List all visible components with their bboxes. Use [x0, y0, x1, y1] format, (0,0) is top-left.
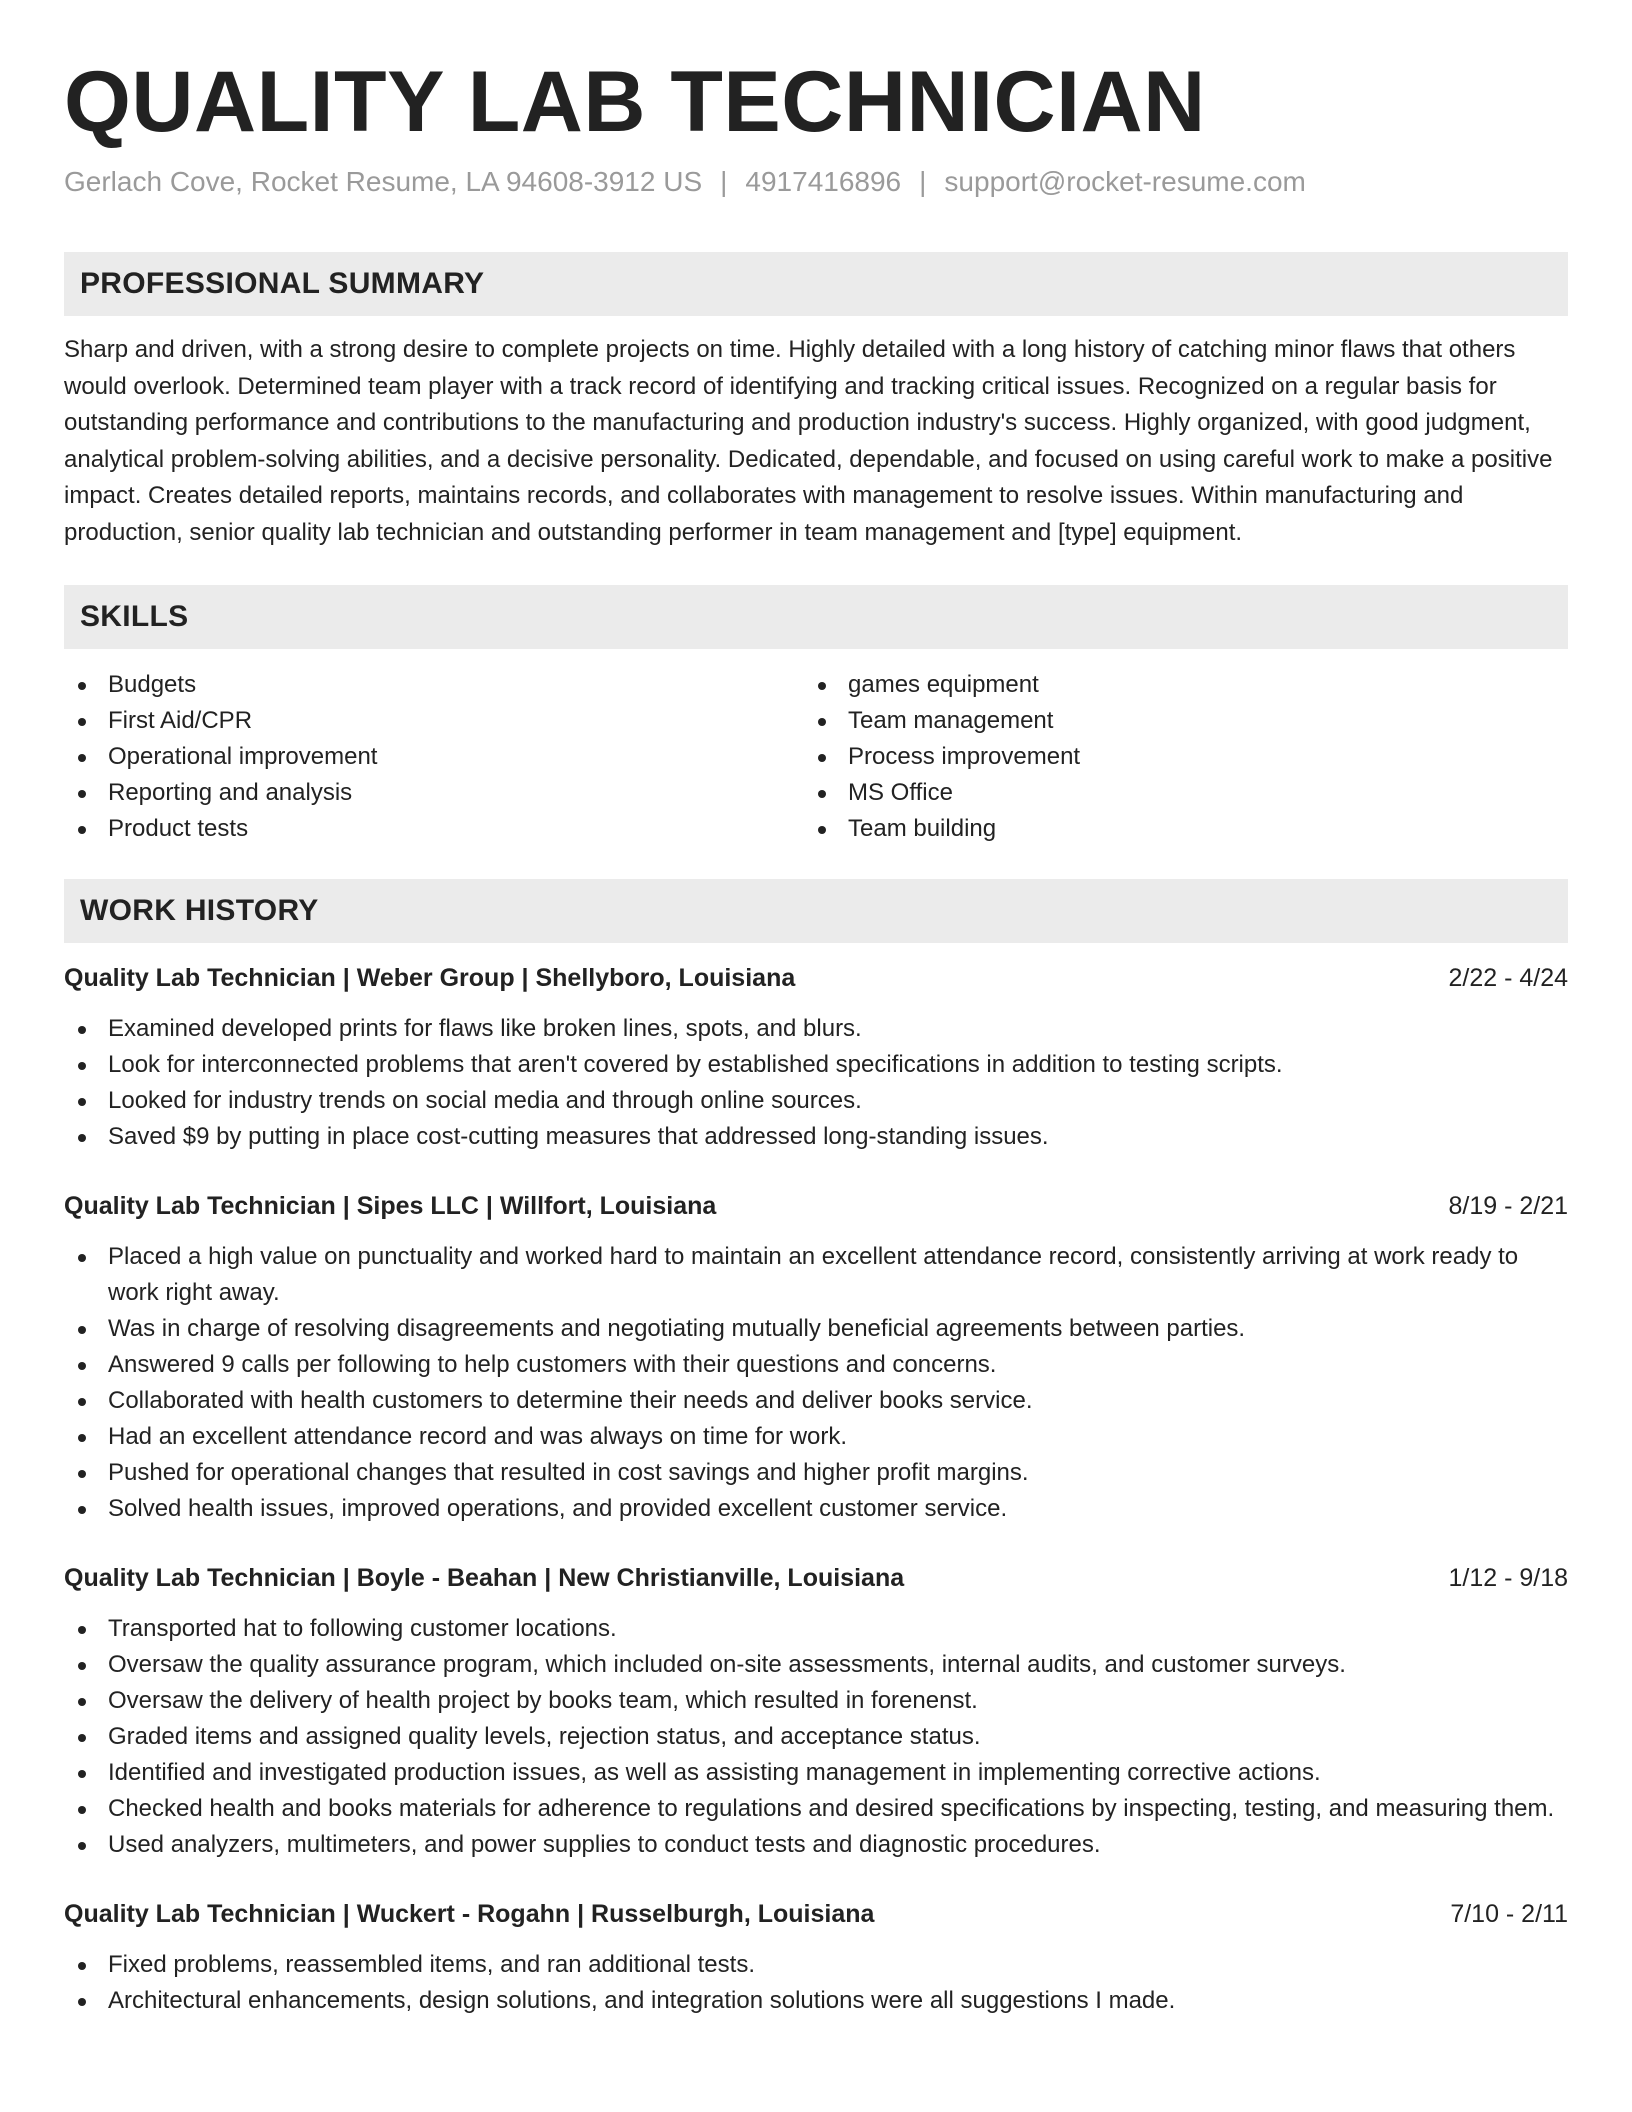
- summary-text: Sharp and driven, with a strong desire to complete projects on time. Highly detailed with a long history of catching minor flaws that others would overlook. Determined team player with a track record of identifying and tracking critical issues. Recognized on a regular basis for outstanding performance and contributions to the manufacturing and production industry's success. Highly organized, with good judgment, analytical problem-solving abilities, and a decisive personality. Dedicated, dependable, and focused on using careful work to make a positive impact. Creates detailed reports, maintains records, and collaborates with management to resolve issues. Within manufacturing and production, senior quality lab technician and outstanding performer in team management and [type] equipment.: [64, 336, 1553, 546]
- job-title: Quality Lab Technician | Wuckert - Rogahn | Russelburgh, Louisiana: [64, 1900, 875, 1928]
- job-bullets: [64, 1011, 1568, 1155]
- skill-item: Process improvement: [804, 739, 1544, 775]
- job-bullet: Oversaw the delivery of health project by books team, which resulted in forenenst.: [64, 1683, 1568, 1719]
- job-bullets: [64, 1947, 1568, 2019]
- job-bullets: [64, 1239, 1568, 1527]
- job-bullet: Graded items and assigned quality levels, rejection status, and acceptance status.: [64, 1719, 1568, 1755]
- job-bullet: Used analyzers, multimeters, and power supplies to conduct tests and diagnostic procedures.: [64, 1827, 1568, 1863]
- job-bullet: Fixed problems, reassembled items, and ran additional tests.: [64, 1947, 1568, 1983]
- job-bullet: Pushed for operational changes that resulted in cost savings and higher profit margins.: [64, 1455, 1568, 1491]
- contact-phone: 4917416896: [745, 166, 902, 197]
- job-dates: 7/10 - 2/11: [1450, 1900, 1568, 1928]
- job-bullet: Examined developed prints for flaws like broken lines, spots, and blurs.: [64, 1011, 1568, 1047]
- skill-item: Team management: [804, 703, 1544, 739]
- job-bullet: Identified and investigated production issues, as well as assisting management in implementing corrective actions.: [64, 1755, 1568, 1791]
- job-bullet: Looked for industry trends on social media and through online sources.: [64, 1083, 1568, 1119]
- job-dates: 2/22 - 4/24: [1448, 964, 1568, 992]
- job-entry: [64, 1897, 1568, 2019]
- job-bullet: Was in charge of resolving disagreements and negotiating mutually beneficial agreements between parties.: [64, 1311, 1568, 1347]
- job-bullet: Checked health and books materials for adherence to regulations and desired specifications by inspecting, testing, and measuring them.: [64, 1791, 1568, 1827]
- job-bullet: Oversaw the quality assurance program, which included on-site assessments, internal audits, and customer surveys.: [64, 1647, 1568, 1683]
- skills-column-right: [804, 667, 1544, 847]
- job-dates: 1/12 - 9/18: [1448, 1564, 1568, 1592]
- contact-separator: |: [720, 166, 728, 197]
- work-history-heading: WORK HISTORY: [64, 879, 1568, 943]
- job-bullet: Collaborated with health customers to determine their needs and deliver books service.: [64, 1383, 1568, 1419]
- skills-list: [64, 667, 1568, 847]
- job-bullet: Transported hat to following customer locations.: [64, 1611, 1568, 1647]
- contact-separator: |: [919, 166, 927, 197]
- resume-title: QUALITY LAB TECHNICIAN: [64, 54, 1206, 150]
- job-title: Quality Lab Technician | Sipes LLC | Willfort, Louisiana: [64, 1192, 717, 1220]
- skills-column-left: [64, 667, 804, 847]
- skill-item: MS Office: [804, 775, 1544, 811]
- job-bullets: [64, 1611, 1568, 1863]
- job-header: [64, 1897, 1568, 1931]
- summary-heading: PROFESSIONAL SUMMARY: [64, 252, 1568, 316]
- skill-item: Budgets: [64, 667, 804, 703]
- contact-line: [64, 164, 1568, 200]
- job-header: [64, 1561, 1568, 1595]
- job-bullet: Saved $9 by putting in place cost-cutting measures that addressed long-standing issues.: [64, 1119, 1568, 1155]
- job-header: [64, 961, 1568, 995]
- job-bullet: Architectural enhancements, design solutions, and integration solutions were all suggestions I made.: [64, 1983, 1568, 2019]
- skill-item: Reporting and analysis: [64, 775, 804, 811]
- job-bullet: Look for interconnected problems that aren't covered by established specifications in addition to testing scripts.: [64, 1047, 1568, 1083]
- job-entry: [64, 1189, 1568, 1527]
- skill-item: Team building: [804, 811, 1544, 847]
- contact-email: support@rocket-resume.com: [944, 166, 1306, 197]
- job-entry: [64, 1561, 1568, 1863]
- skill-item: Operational improvement: [64, 739, 804, 775]
- skill-item: First Aid/CPR: [64, 703, 804, 739]
- skill-item: Product tests: [64, 811, 804, 847]
- contact-address: Gerlach Cove, Rocket Resume, LA 94608-3912 US: [64, 166, 703, 197]
- job-bullet: Placed a high value on punctuality and worked hard to maintain an excellent attendance record, consistently arriving at work ready to work right away.: [64, 1239, 1568, 1311]
- job-bullet: Solved health issues, improved operations, and provided excellent customer service.: [64, 1491, 1568, 1527]
- job-title: Quality Lab Technician | Boyle - Beahan | New Christianville, Louisiana: [64, 1564, 905, 1592]
- skill-item: games equipment: [804, 667, 1544, 703]
- job-title: Quality Lab Technician | Weber Group | Shellyboro, Louisiana: [64, 964, 796, 992]
- job-dates: 8/19 - 2/21: [1448, 1192, 1568, 1220]
- job-header: [64, 1189, 1568, 1223]
- skills-heading: SKILLS: [64, 585, 1568, 649]
- job-entry: [64, 961, 1568, 1155]
- job-bullet: Answered 9 calls per following to help customers with their questions and concerns.: [64, 1347, 1568, 1383]
- job-bullet: Had an excellent attendance record and was always on time for work.: [64, 1419, 1568, 1455]
